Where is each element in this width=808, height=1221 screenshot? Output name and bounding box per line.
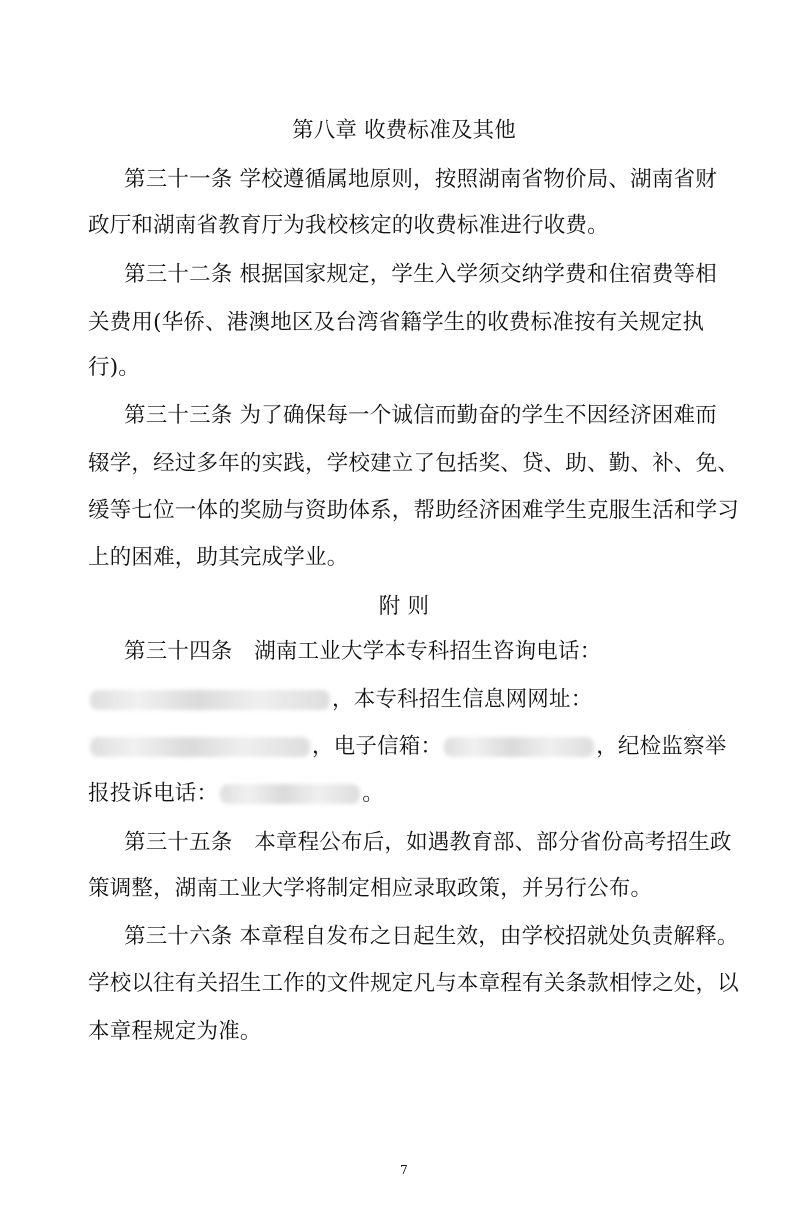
- article-34-line-4: [88, 779, 738, 809]
- article-32-line-1: 第三十二条 根据国家规定，学生入学须交纳学费和住宿费等相: [124, 262, 717, 287]
- article-35-line-1: 第三十五条 本章程公布后，如遇教育部、部分省份高考招生政: [124, 830, 732, 855]
- article-36-line-1: 第三十六条 本章程自发布之日起生效，由学校招就处负责解释。: [124, 924, 739, 949]
- complaint-phone-label: 报投诉电话：: [88, 781, 219, 806]
- article-33-line-2: 辍学，经过多年的实践，学校建立了包括奖、贷、助、勤、补、免、: [88, 451, 740, 476]
- article-34-line-3: [88, 732, 738, 762]
- article-33-line-3: 缓等七位一体的奖励与资助体系，帮助经济困难学生克服生活和学习: [88, 498, 740, 523]
- redacted-email: [444, 737, 594, 757]
- website-label: ，本专科招生信息网网址：: [332, 687, 593, 712]
- article-34-line-2: [88, 685, 738, 715]
- article-33-line-1: 第三十三条 为了确保每一个诚信而勤奋的学生不因经济困难而: [124, 403, 717, 428]
- article-34-line-1: 第三十四条 湖南工业大学本专科招生咨询电话：: [124, 639, 602, 664]
- redacted-website-url: [90, 737, 310, 757]
- email-label: ，电子信箱：: [312, 734, 443, 759]
- article-34-end: 。: [362, 781, 384, 806]
- article-36-line-3: 本章程规定为准。: [88, 1019, 262, 1044]
- complaint-label-start: ，纪检监察举: [596, 734, 727, 759]
- article-32-line-3: 行)。: [88, 355, 140, 380]
- page-number: 7: [400, 1163, 408, 1177]
- redacted-phone-number: [90, 690, 330, 710]
- article-36-line-2: 学校以往有关招生工作的文件规定凡与本章程有关条款相悖之处，以: [88, 971, 740, 996]
- article-33-line-4: 上的困难，助其完成学业。: [88, 545, 349, 570]
- chapter-title: 第八章 收费标准及其他: [291, 118, 517, 143]
- article-31-line-2: 政厅和湖南省教育厅为我校核定的收费标准进行收费。: [88, 213, 609, 238]
- redacted-complaint-phone: [220, 784, 360, 804]
- article-31-line-1: 第三十一条 学校遵循属地原则，按照湖南省物价局、湖南省财: [124, 167, 717, 192]
- appendix-title: 附 则: [378, 594, 430, 619]
- article-35-line-2: 策调整，湖南工业大学将制定相应录取政策，并另行公布。: [88, 876, 653, 901]
- article-32-line-2: 关费用(华侨、港澳地区及台湾省籍学生的收费标准按有关规定执: [88, 310, 705, 335]
